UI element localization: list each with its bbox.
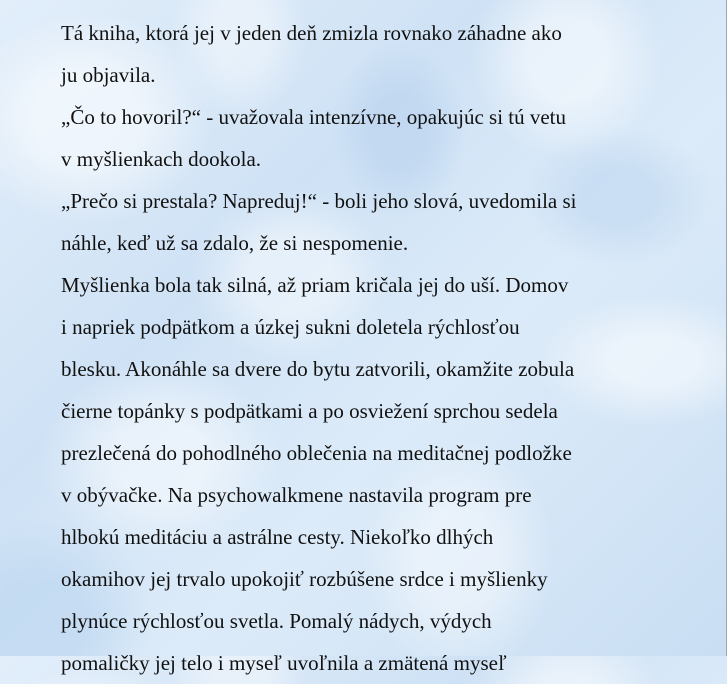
text-line-13: hlbokú meditáciu a astrálne cesty. Niekoľko dlhých <box>61 525 494 549</box>
text-line-11: prezlečená do pohodlného oblečenia na meditačnej podložke <box>61 441 572 465</box>
text-line-1: Tá kniha, ktorá jej v jeden deň zmizla rovnako záhadne ako <box>61 21 562 45</box>
text-line-2: ju objavila. <box>61 63 156 87</box>
text-line-10: čierne topánky s podpätkami a po osviežení sprchou sedela <box>61 399 558 423</box>
text-line-3: „Čo to hovoril?“ - uvažovala intenzívne, opakujúc si tú vetu <box>61 105 567 129</box>
text-line-16: pomaličky jej telo i myseľ uvoľnila a zmätená myseľ <box>61 651 507 675</box>
text-line-15: plynúce rýchlosťou svetla. Pomalý nádych, výdych <box>61 609 492 633</box>
text-line-5: „Prečo si prestala? Napreduj!“ - boli jeho slová, uvedomila si <box>61 189 577 213</box>
text-line-12: v obývačke. Na psychowalkmene nastavila program pre <box>61 483 532 507</box>
text-line-8: i napriek podpätkom a úzkej sukni doletela rýchlosťou <box>61 315 520 339</box>
text-line-4: v myšlienkach dookola. <box>61 147 262 171</box>
text-line-14: okamihov jej trvalo upokojiť rozbúšene srdce i myšlienky <box>61 567 548 591</box>
document-text <box>61 12 661 684</box>
text-line-6: náhle, keď už sa zdalo, že si nespomenie. <box>61 231 409 255</box>
text-line-9: blesku. Akonáhle sa dvere do bytu zatvorili, okamžite zobula <box>61 357 575 381</box>
text-line-7: Myšlienka bola tak silná, až priam kričala jej do uší. Domov <box>61 273 569 297</box>
